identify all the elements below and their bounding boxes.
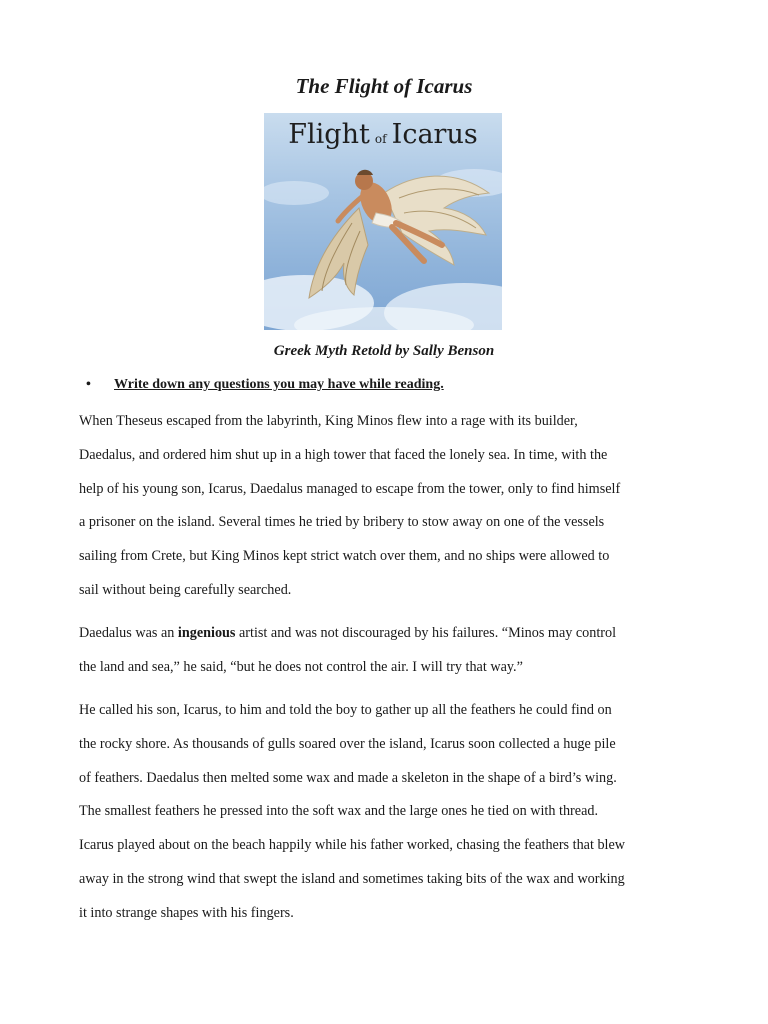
cover-title-word-2: of bbox=[374, 132, 387, 146]
paragraph-2 bbox=[79, 617, 699, 685]
paragraph-3-line: the rocky shore. As thousands of gulls soared over the island, Icarus soon collected a huge pile bbox=[79, 735, 616, 752]
paragraph-3-line: Icarus played about on the beach happily while his father worked, chasing the feathers that blew bbox=[79, 837, 626, 854]
paragraph-1-line: Daedalus, and ordered him shut up in a high tower that faced the lonely sea. In time, with the bbox=[79, 446, 608, 463]
paragraph-2-line bbox=[79, 617, 699, 651]
instruction-text: Write down any questions you may have while reading. bbox=[114, 377, 444, 392]
paragraph-1 bbox=[79, 405, 699, 608]
paragraph-3-line: away in the strong wind that swept the island and sometimes taking bits of the wax and working bbox=[79, 870, 625, 887]
paragraph-1-line: When Theseus escaped from the labyrinth, King Minos flew into a rage with its builder, bbox=[79, 413, 578, 429]
paragraph-3-line: of feathers. Daedalus then melted some wax and made a skeleton in the shape of a bird’s wing. bbox=[79, 769, 617, 786]
cover-title bbox=[264, 119, 502, 150]
subtitle: Greek Myth Retold by Sally Benson bbox=[273, 343, 495, 359]
paragraph-3-line: it into strange shapes with his fingers. bbox=[79, 904, 294, 921]
cover-title-word-1: Flight bbox=[288, 119, 370, 150]
cover-image bbox=[264, 113, 502, 330]
paragraph-2-text: artist and was not discouraged by his failures. “Minos may control bbox=[235, 625, 617, 641]
instruction-list bbox=[86, 374, 444, 396]
paragraph-3-line: He called his son, Icarus, to him and told the boy to gather up all the feathers he could find on bbox=[79, 702, 612, 718]
paragraph-2-line: the land and sea,” he said, “but he does not control the air. I will try that way.” bbox=[79, 658, 523, 675]
paragraph-2-text: Daedalus was an bbox=[79, 625, 178, 641]
bullet-icon: • bbox=[86, 377, 91, 392]
paragraph-3-line: The smallest feathers he pressed into the soft wax and the large ones he tied on with thread. bbox=[79, 803, 599, 820]
paragraph-1-line: sail without being carefully searched. bbox=[79, 581, 292, 598]
page-title: The Flight of Icarus bbox=[295, 74, 473, 98]
paragraph-1-line: a prisoner on the island. Several times he tried by bribery to stow away on one of the vessels bbox=[79, 514, 605, 531]
paragraph-1-line: help of his young son, Icarus, Daedalus managed to escape from the tower, only to find himself bbox=[79, 480, 621, 497]
instruction-item bbox=[86, 374, 444, 396]
vocabulary-word: ingenious bbox=[177, 625, 236, 641]
cover-title-word-3: Icarus bbox=[391, 119, 478, 150]
paragraph-3 bbox=[79, 694, 699, 931]
paragraph-1-line: sailing from Crete, but King Minos kept strict watch over them, and no ships were allowed to bbox=[79, 548, 610, 565]
